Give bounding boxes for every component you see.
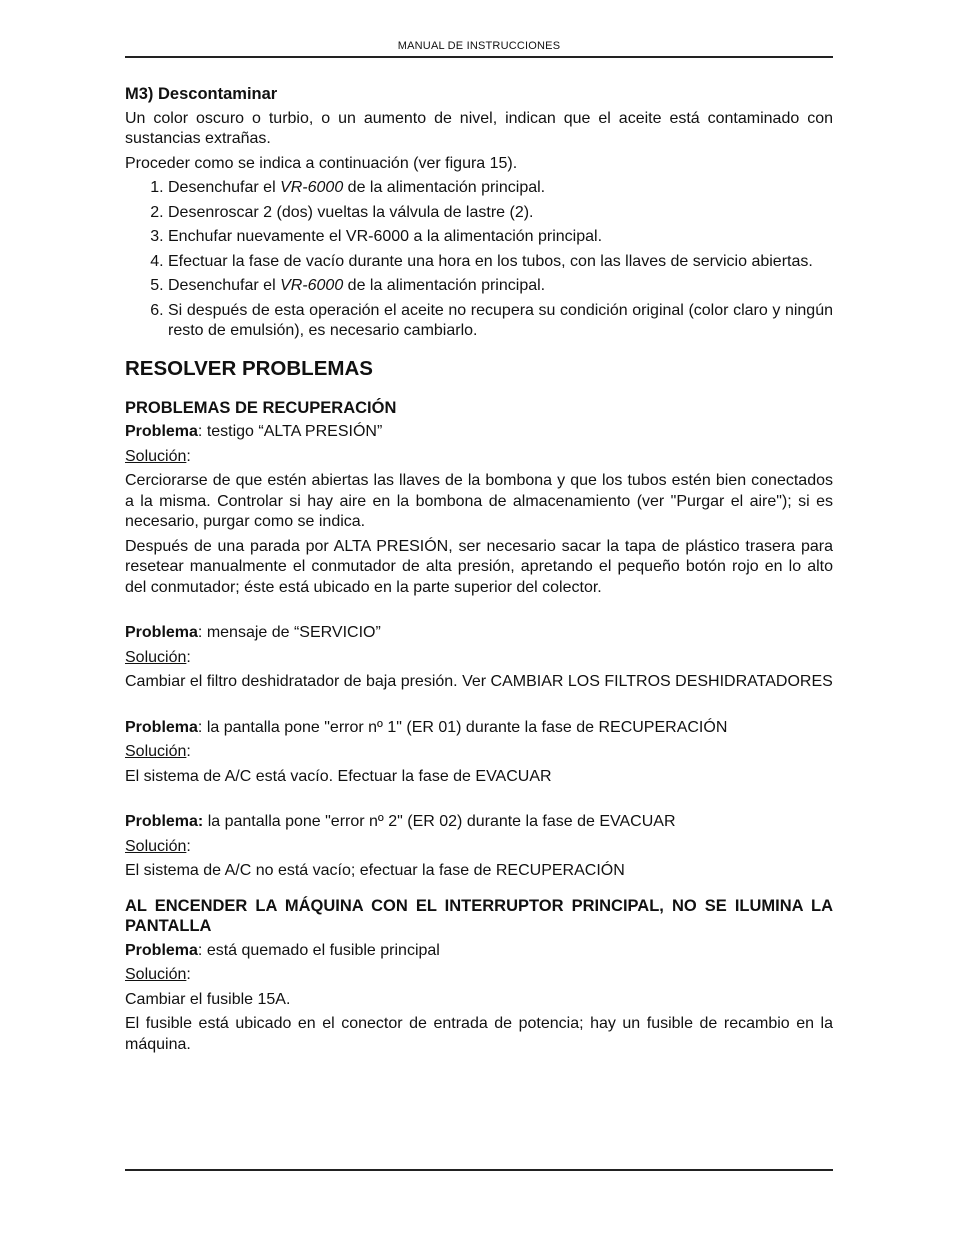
step-item: 5. Desenchufar el VR-6000 de la alimentación principal.: [168, 276, 833, 297]
page-content: [125, 84, 833, 1055]
solution-1-text-a: Cerciorarse de que estén abiertas las llaves de la bombona y que los tubos estén bien conectados a la misma. Controlar si hay aire en la bombona de almacenamiento (ver "Purgar el aire"); si es necesario, purgar como se indica.: [125, 472, 833, 530]
solution-label: Solución:: [125, 743, 191, 760]
problem-2: Problema: mensaje de “SERVICIO”: [125, 624, 381, 641]
step-item: 6. Si después de esta operación el aceite no recupera su condición original (color claro y ningún resto de emulsión), es necesario cambiarlo.: [168, 301, 833, 342]
solution-4-text: El sistema de A/C no está vacío; efectuar la fase de RECUPERACIÓN: [125, 862, 625, 879]
problem-1: Problema: testigo “ALTA PRESIÓN”: [125, 423, 383, 440]
solution-1-text-b: Después de una parada por ALTA PRESIÓN, ser necesario sacar la tapa de plástico trasera para resetear manualmente el conmutador de alta presión, apretando el pequeño botón rojo en lo alto del conmutador; éste está ubicado en la parte superior del colector.: [125, 537, 833, 596]
problem-4: Problema: la pantalla pone "error nº 2" (ER 02) durante la fase de EVACUAR: [125, 813, 676, 830]
step-item: 3. Enchufar nuevamente el VR-6000 a la alimentación principal.: [168, 227, 833, 248]
problem-3: Problema: la pantalla pone "error nº 1" (ER 01) durante la fase de RECUPERACIÓN: [125, 718, 728, 736]
footer-rule: [125, 1169, 833, 1171]
step-item: 2. Desenroscar 2 (dos) vueltas la válvula de lastre (2).: [168, 203, 833, 224]
header-rule: [125, 56, 833, 58]
m3-intro: Un color oscuro o turbio, o un aumento de nivel, indican que el aceite está contaminado con sustancias extrañas.: [125, 109, 833, 147]
step-item: 4. Efectuar la fase de vacío durante una hora en los tubos, con las llaves de servicio abiertas.: [168, 252, 833, 273]
solution-2-text: Cambiar el filtro deshidratador de baja presión. Ver CAMBIAR LOS FILTROS DESHIDRATADORES: [125, 673, 833, 690]
section-title-troubleshoot: RESOLVER PROBLEMAS: [125, 356, 373, 380]
document-page: [125, 38, 833, 1059]
subsection-title-recovery: PROBLEMAS DE RECUPERACIÓN: [125, 398, 397, 417]
solution-label: Solución:: [125, 648, 191, 666]
running-header: MANUAL DE INSTRUCCIONES: [397, 40, 561, 52]
problem-power: Problema: está quemado el fusible principal: [125, 941, 440, 959]
m3-proceed: Proceder como se indica a continuación (ver figura 15).: [125, 154, 518, 172]
solution-power-text-b: El fusible está ubicado en el conector de entrada de potencia; hay un fusible de recambio en la máquina.: [125, 1015, 833, 1053]
solution-power-text-a: Cambiar el fusible 15A.: [125, 990, 291, 1008]
solution-label: Solución:: [125, 837, 191, 855]
solution-3-text: El sistema de A/C está vacío. Efectuar la fase de EVACUAR: [125, 767, 552, 785]
step-item: 1. Desenchufar el VR-6000 de la alimentación principal.: [168, 178, 833, 199]
subsection-title-power: AL ENCENDER LA MÁQUINA CON EL INTERRUPTOR PRINCIPAL, NO SE ILUMINA LA PANTALLA: [125, 896, 833, 935]
solution-label: Solución:: [125, 447, 191, 465]
m3-steps-list: [125, 178, 833, 342]
solution-label: Solución:: [125, 966, 191, 983]
section-title-m3: M3) Descontaminar: [125, 85, 278, 103]
